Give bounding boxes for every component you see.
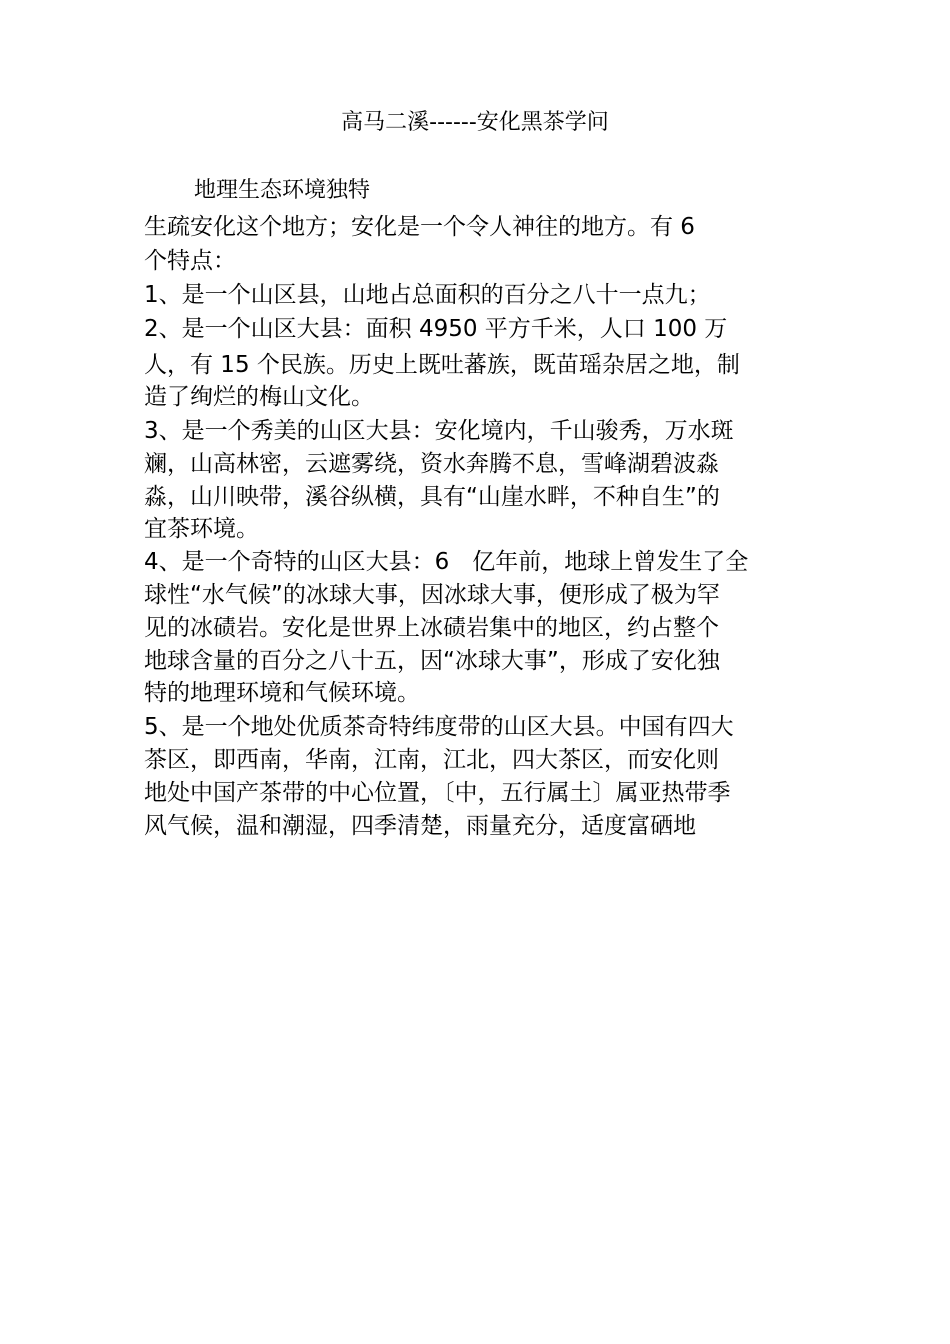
paragraph-line: 宜茶环境。 — [144, 516, 259, 542]
paragraph-line: 造了绚烂的梅山文化。 — [144, 384, 374, 410]
paragraph-line: 地球含量的百分之八十五，因“冰球大事”，形成了安化独 — [144, 648, 720, 674]
paragraph-line: 地处中国产茶带的中心位置，〔中，五行属土〕属亚热带季 — [144, 780, 731, 806]
paragraph-line: 2、是一个山区大县：面积 4950 平方千米，人口 100 万 — [144, 316, 728, 342]
paragraph-line: 生疏安化这个地方；安化是一个令人神往的地方。有 6 — [144, 214, 695, 240]
paragraph-line: 风气候，温和潮湿，四季清楚，雨量充分，适度富硒地 — [144, 813, 696, 839]
paragraph-line: 淼，山川映带，溪谷纵横，具有“山崖水畔，不种自生”的 — [144, 484, 720, 510]
paragraph-line: 斓，山高林密，云遮雾绕，资水奔腾不息，雪峰湖碧波淼 — [144, 451, 719, 477]
paragraph-line: 3、是一个秀美的山区大县：安化境内，千山骏秀，万水斑 — [144, 418, 734, 444]
paragraph-line: 特的地理环境和气候环境。 — [144, 680, 420, 706]
section-heading: 地理生态环境独特 — [194, 178, 371, 203]
paragraph-line: 4、是一个奇特的山区大县：6 亿年前，地球上曾发生了全 — [144, 549, 749, 575]
document-title: 高马二溪------安化黑茶学问 — [341, 110, 609, 135]
paragraph-line: 1、是一个山区县，山地占总面积的百分之八十一点九； — [144, 282, 711, 308]
paragraph-line: 人，有 15 个民族。历史上既吐蕃族，既苗瑶杂居之地，制 — [144, 352, 740, 378]
paragraph-line: 茶区，即西南，华南，江南，江北，四大茶区，而安化则 — [144, 747, 719, 773]
paragraph-line: 球性“水气候”的冰球大事，因冰球大事，便形成了极为罕 — [144, 582, 720, 608]
paragraph-line: 5、是一个地处优质茶奇特纬度带的山区大县。中国有四大 — [144, 714, 734, 740]
paragraph-line: 个特点： — [144, 248, 236, 274]
paragraph-line: 见的冰碛岩。安化是世界上冰碛岩集中的地区，约占整个 — [144, 615, 719, 641]
